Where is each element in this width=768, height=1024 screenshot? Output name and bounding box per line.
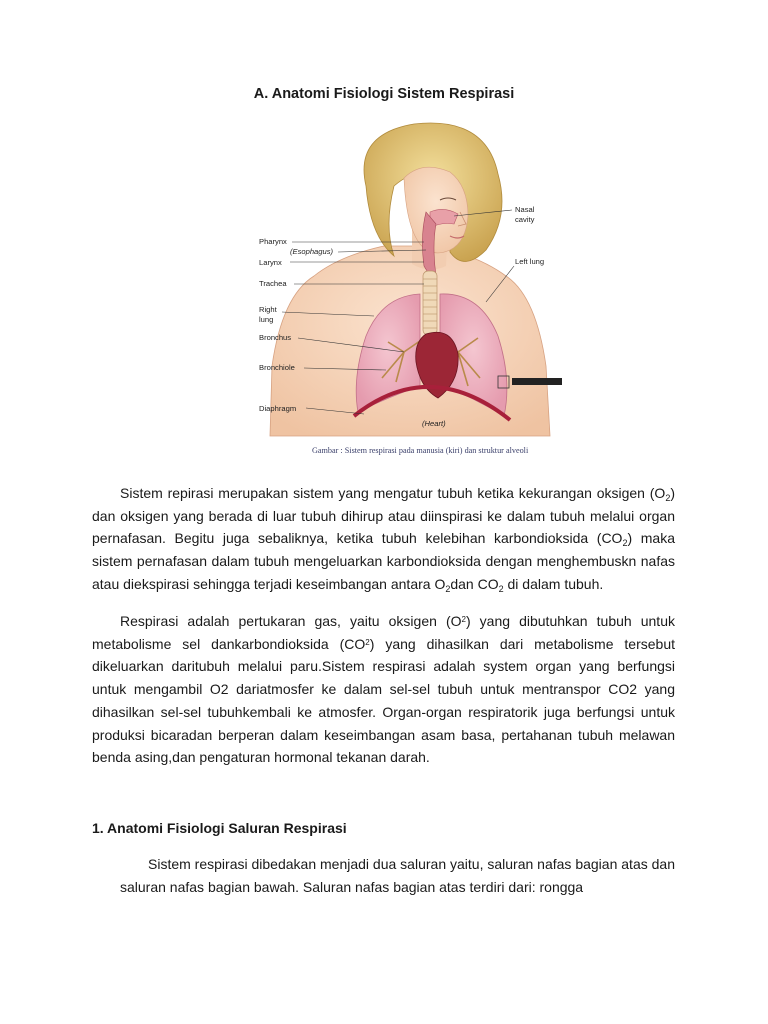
label-nasal-cavity-2: cavity: [515, 215, 535, 224]
label-left-lung: Left lung: [515, 257, 545, 266]
respiratory-illustration: [254, 116, 562, 462]
label-bronchus: Bronchus: [259, 333, 292, 342]
label-nasal-cavity: Nasal: [515, 205, 535, 214]
label-larynx: Larynx: [259, 258, 282, 267]
section-heading: 1. Anatomi Fisiologi Saluran Respirasi: [92, 820, 347, 836]
label-esophagus: (Esophagus): [290, 247, 334, 256]
label-right-lung: Right: [259, 305, 277, 314]
paragraph-1: Sistem repirasi merupakan sistem yang mengatur tubuh ketika kekurangan oksigen $(O_2)$ dan oksigen yang berada di luar tubuh dihirup atau diinspirasi ke dalam tubuh melalui organ pernafasan. Begitu juga sebaliknya, ketika tubuh kelebihan karbondioksida $(CO_2)$ maka sistem pernafasan dalam tubuh mengeluarkan karbondioksida dengan menghembuskn nafas atau diekspirasi sehingga terjadi keseimbangan antara $O_2dan$ $CO_2$ di dalam tubuh.: [92, 485, 675, 594]
label-bronchiole: Bronchiole: [259, 363, 295, 372]
page-title: A. Anatomi Fisiologi Sistem Respirasi: [253, 86, 515, 102]
label-pharynx: Pharynx: [259, 237, 287, 246]
label-heart: (Heart): [422, 419, 446, 428]
paragraph-2: Respirasi adalah pertukaran gas, yaitu oksigen $(O^2)$ yang dibutuhkan tubuh untuk metabolisme sel dankarbondioksida $(CO^2)$ yang dihasilkan dari metabolisme tersebut dikeluarkan daritubuh melalui paru.Sistem respirasi adalah system organ yang berfungsi untuk mengambil O2 dariatmosfer ke dalam sel-sel tubuh untuk mentranspor CO2 yang dihasilkan sel-sel tubuhkembali ke atmosfer. Organ-organ respiratorik juga berfungsi untuk produksi bicaradan berperan dalam keseimbangan asam basa, pertahanan tubuh melawan benda asing,dan pengaturan hormonal tekanan darah.: [92, 613, 676, 766]
paragraph-3: Sistem respirasi dibedakan menjadi dua saluran yaitu, saluran nafas bagian atas dan saluran nafas bagian bawah. Saluran nafas bagian atas terdiri dari: rongga: [120, 856, 675, 895]
label-right-lung-2: lung: [259, 315, 274, 324]
figure-caption: Gambar : Sistem respirasi pada manusia (kiri) dan struktur alveoli: [312, 446, 529, 455]
label-trachea: Trachea: [259, 279, 287, 288]
respiratory-system-figure: [254, 116, 562, 462]
label-diaphragm: Diaphragm: [259, 404, 297, 413]
